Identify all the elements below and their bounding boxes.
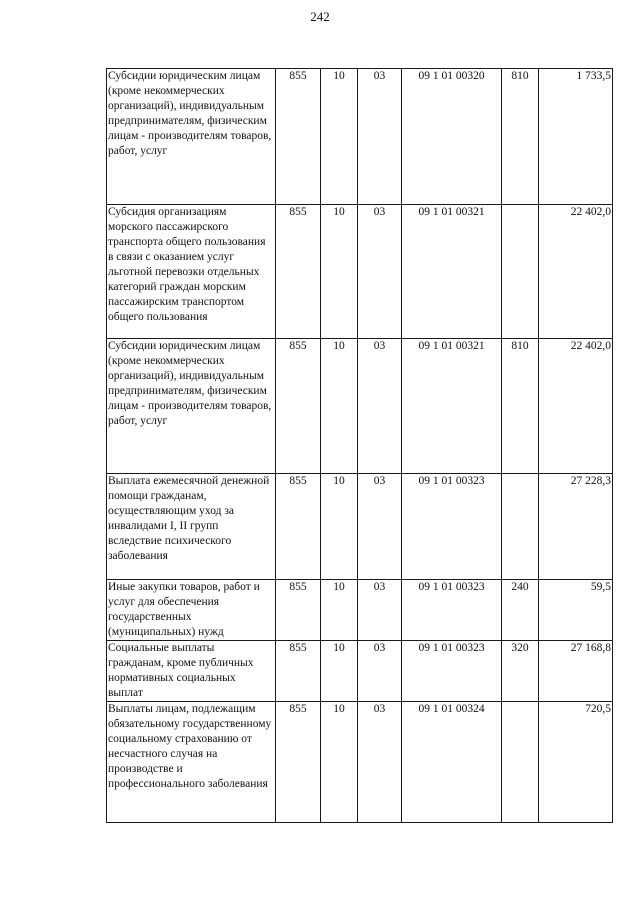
row-description: Иные закупки товаров, работ и услуг для обеспечения государственных (муниципальных) нужд [107, 580, 276, 641]
row-target-article: 09 1 01 00324 [402, 702, 502, 823]
row-expense-type: 240 [502, 580, 539, 641]
row-section-code: 10 [321, 641, 358, 702]
row-ministry-code: 855 [276, 702, 321, 823]
row-ministry-code: 855 [276, 69, 321, 205]
row-description: Субсидии юридическим лицам (кроме некоммерческих организаций), индивидуальным предпринимателям, физическим лицам - производителям товаров, работ, услуг [107, 69, 276, 205]
row-target-article: 09 1 01 00323 [402, 474, 502, 580]
budget-table-body [107, 69, 613, 823]
row-ministry-code: 855 [276, 205, 321, 339]
row-subsection-code: 03 [358, 580, 402, 641]
row-description: Выплаты лицам, подлежащим обязательному государственному социальному страхованию от несчастного случая на производстве и профессионального заболевания [107, 702, 276, 823]
row-ministry-code: 855 [276, 641, 321, 702]
row-amount: 22 402,0 [539, 339, 613, 474]
row-amount: 27 228,3 [539, 474, 613, 580]
budget-table [106, 68, 613, 823]
table-row [107, 580, 613, 641]
row-target-article: 09 1 01 00323 [402, 641, 502, 702]
row-ministry-code: 855 [276, 339, 321, 474]
row-amount: 27 168,8 [539, 641, 613, 702]
row-subsection-code: 03 [358, 339, 402, 474]
row-section-code: 10 [321, 69, 358, 205]
row-expense-type [502, 205, 539, 339]
row-section-code: 10 [321, 339, 358, 474]
row-section-code: 10 [321, 580, 358, 641]
row-description: Выплата ежемесячной денежной помощи гражданам, осуществляющим уход за инвалидами I, II групп вследствие психического заболевания [107, 474, 276, 580]
table-row [107, 205, 613, 339]
table-row [107, 702, 613, 823]
table-row [107, 339, 613, 474]
row-subsection-code: 03 [358, 641, 402, 702]
row-subsection-code: 03 [358, 205, 402, 339]
row-description: Субсидии юридическим лицам (кроме некоммерческих организаций), индивидуальным предпринимателям, физическим лицам - производителям товаров, работ, услуг [107, 339, 276, 474]
row-expense-type: 320 [502, 641, 539, 702]
table-row [107, 641, 613, 702]
row-target-article: 09 1 01 00323 [402, 580, 502, 641]
row-subsection-code: 03 [358, 69, 402, 205]
row-expense-type: 810 [502, 339, 539, 474]
row-ministry-code: 855 [276, 474, 321, 580]
row-section-code: 10 [321, 205, 358, 339]
row-expense-type: 810 [502, 69, 539, 205]
row-target-article: 09 1 01 00321 [402, 205, 502, 339]
row-subsection-code: 03 [358, 474, 402, 580]
row-ministry-code: 855 [276, 580, 321, 641]
row-section-code: 10 [321, 474, 358, 580]
page-number: 242 [310, 9, 330, 24]
row-amount: 22 402,0 [539, 205, 613, 339]
row-target-article: 09 1 01 00320 [402, 69, 502, 205]
row-section-code: 10 [321, 702, 358, 823]
table-row [107, 474, 613, 580]
row-expense-type [502, 474, 539, 580]
row-expense-type [502, 702, 539, 823]
row-amount: 1 733,5 [539, 69, 613, 205]
row-amount: 720,5 [539, 702, 613, 823]
table-row [107, 69, 613, 205]
row-description: Социальные выплаты гражданам, кроме публичных нормативных социальных выплат [107, 641, 276, 702]
row-amount: 59,5 [539, 580, 613, 641]
row-subsection-code: 03 [358, 702, 402, 823]
row-description: Субсидия организациям морского пассажирского транспорта общего пользования в связи с оказанием услуг льготной перевозки отдельных категорий граждан морским пассажирским транспортом общего пользования [107, 205, 276, 339]
row-target-article: 09 1 01 00321 [402, 339, 502, 474]
